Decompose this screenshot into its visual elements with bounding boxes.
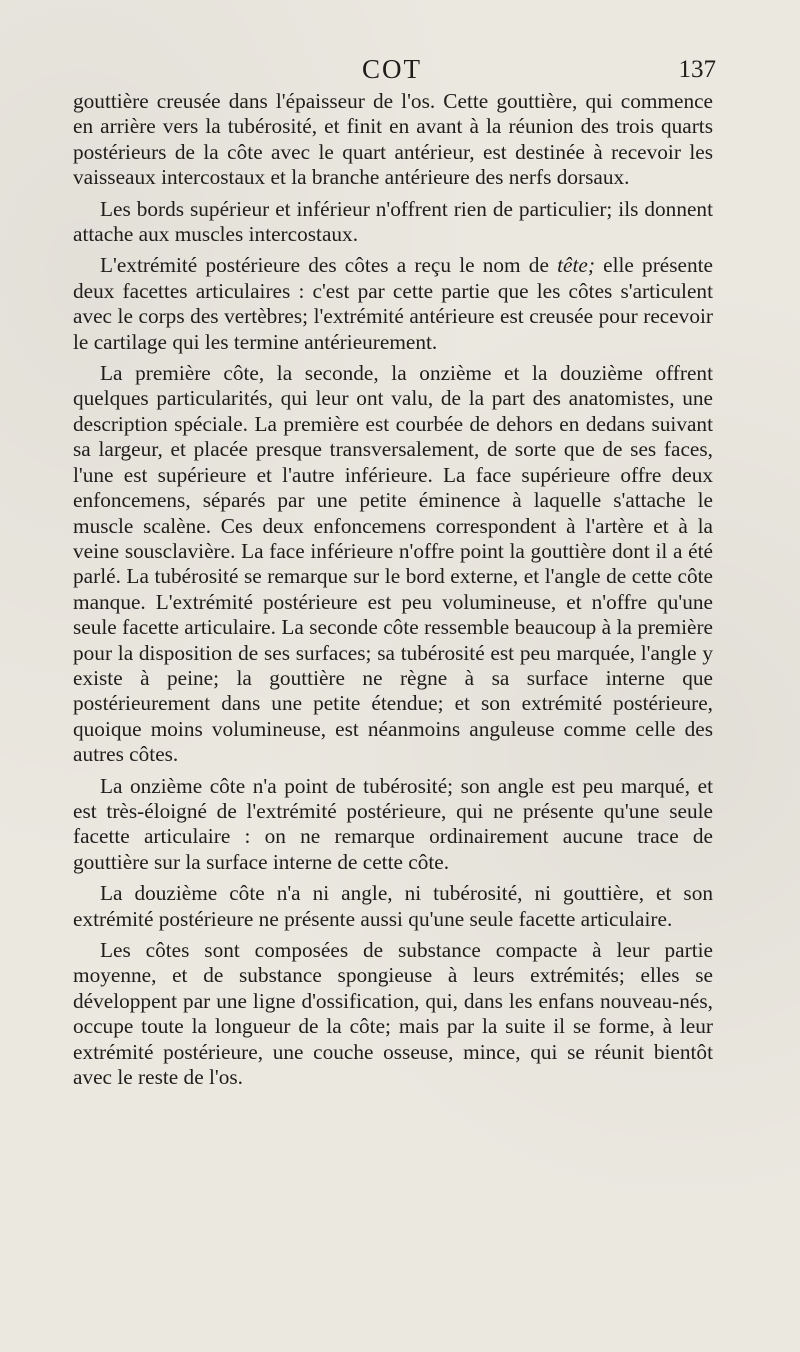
paragraph-6: La douzième côte n'a ni angle, ni tubérosité, ni gouttière, et son extrémité postérieure ne présente aussi qu'une seule facette articulaire. [73,881,713,931]
paragraph-3-text-b: elle présente deux facettes articulaires : c'est par cette partie que les côtes s'articulent avec le corps des vertèbres; l'extrémité antérieure est creusée pour recevoir le cartilage qui les termine antérieurement. [73,253,713,354]
body-text [73,89,713,1090]
running-head [72,54,716,94]
paragraph-4: La première côte, la seconde, la onzième et la douzième offrent quelques particularités, qui leur ont valu, de la part des anatomistes, une description spéciale. La première est courbée de dehors en dedans suivant sa largeur, et placée presque transversalement, de sorte que de ses faces, l'une est supérieure et l'autre inférieure. La face supérieure offre deux enfoncemens, séparés par une petite éminence à laquelle s'attache le muscle scalène. Ces deux enfoncemens correspondent à l'artère et à la veine sousclavière. La face inférieure n'offre point la gouttière dont il a été parlé. La tubérosité se remarque sur le bord externe, et l'angle de cette côte manque. L'extrémité postérieure est peu volumineuse, et n'offre qu'une seule facette articulaire. La seconde côte ressemble beaucoup à la première pour la disposition de ses surfaces; sa tubérosité est peu marquée, l'angle y existe à peine; la gouttière ne règne à sa surface interne que postérieurement dans une petite étendue; et son extrémité postérieure, quoique moins volumineuse, est néanmoins anguleuse comme celle des autres côtes. [73,361,713,767]
paragraph-7: Les côtes sont composées de substance compacte à leur partie moyenne, et de substance spongieuse à leurs extrémités; elles se développent par une ligne d'ossification, qui, dans les enfans nouveau-nés, occupe toute la longueur de la côte; mais par la suite il se forme, à leur extrémité postérieure, une couche osseuse, mince, qui se réunit bientôt avec le reste de l'os. [73,938,713,1090]
paragraph-1: gouttière creusée dans l'épaisseur de l'os. Cette gouttière, qui commence en arrière vers la tubérosité, et finit en avant à la réunion des trois quarts postérieurs de la côte avec le quart antérieur, est destinée à recevoir les vaisseaux intercostaux et la branche antérieure des nerfs dorsaux. [73,89,713,190]
paragraph-3-italic: tête; [557,253,595,278]
paragraph-3-text-a: L'extrémité postérieure des côtes a reçu le nom de [100,253,558,278]
paragraph-3 [73,253,713,355]
running-head-title: COT [362,54,422,84]
paragraph-5: La onzième côte n'a point de tubérosité; son angle est peu marqué, et est très-éloigné de l'extrémité postérieure, qui ne présente qu'une seule facette articulaire : on ne remarque ordinairement aucune trace de gouttière sur la surface interne de cette côte. [73,773,713,874]
page-number: 137 [678,56,716,83]
paragraph-2: Les bords supérieur et inférieur n'offrent rien de particulier; ils donnent attache aux muscles intercostaux. [73,196,713,247]
